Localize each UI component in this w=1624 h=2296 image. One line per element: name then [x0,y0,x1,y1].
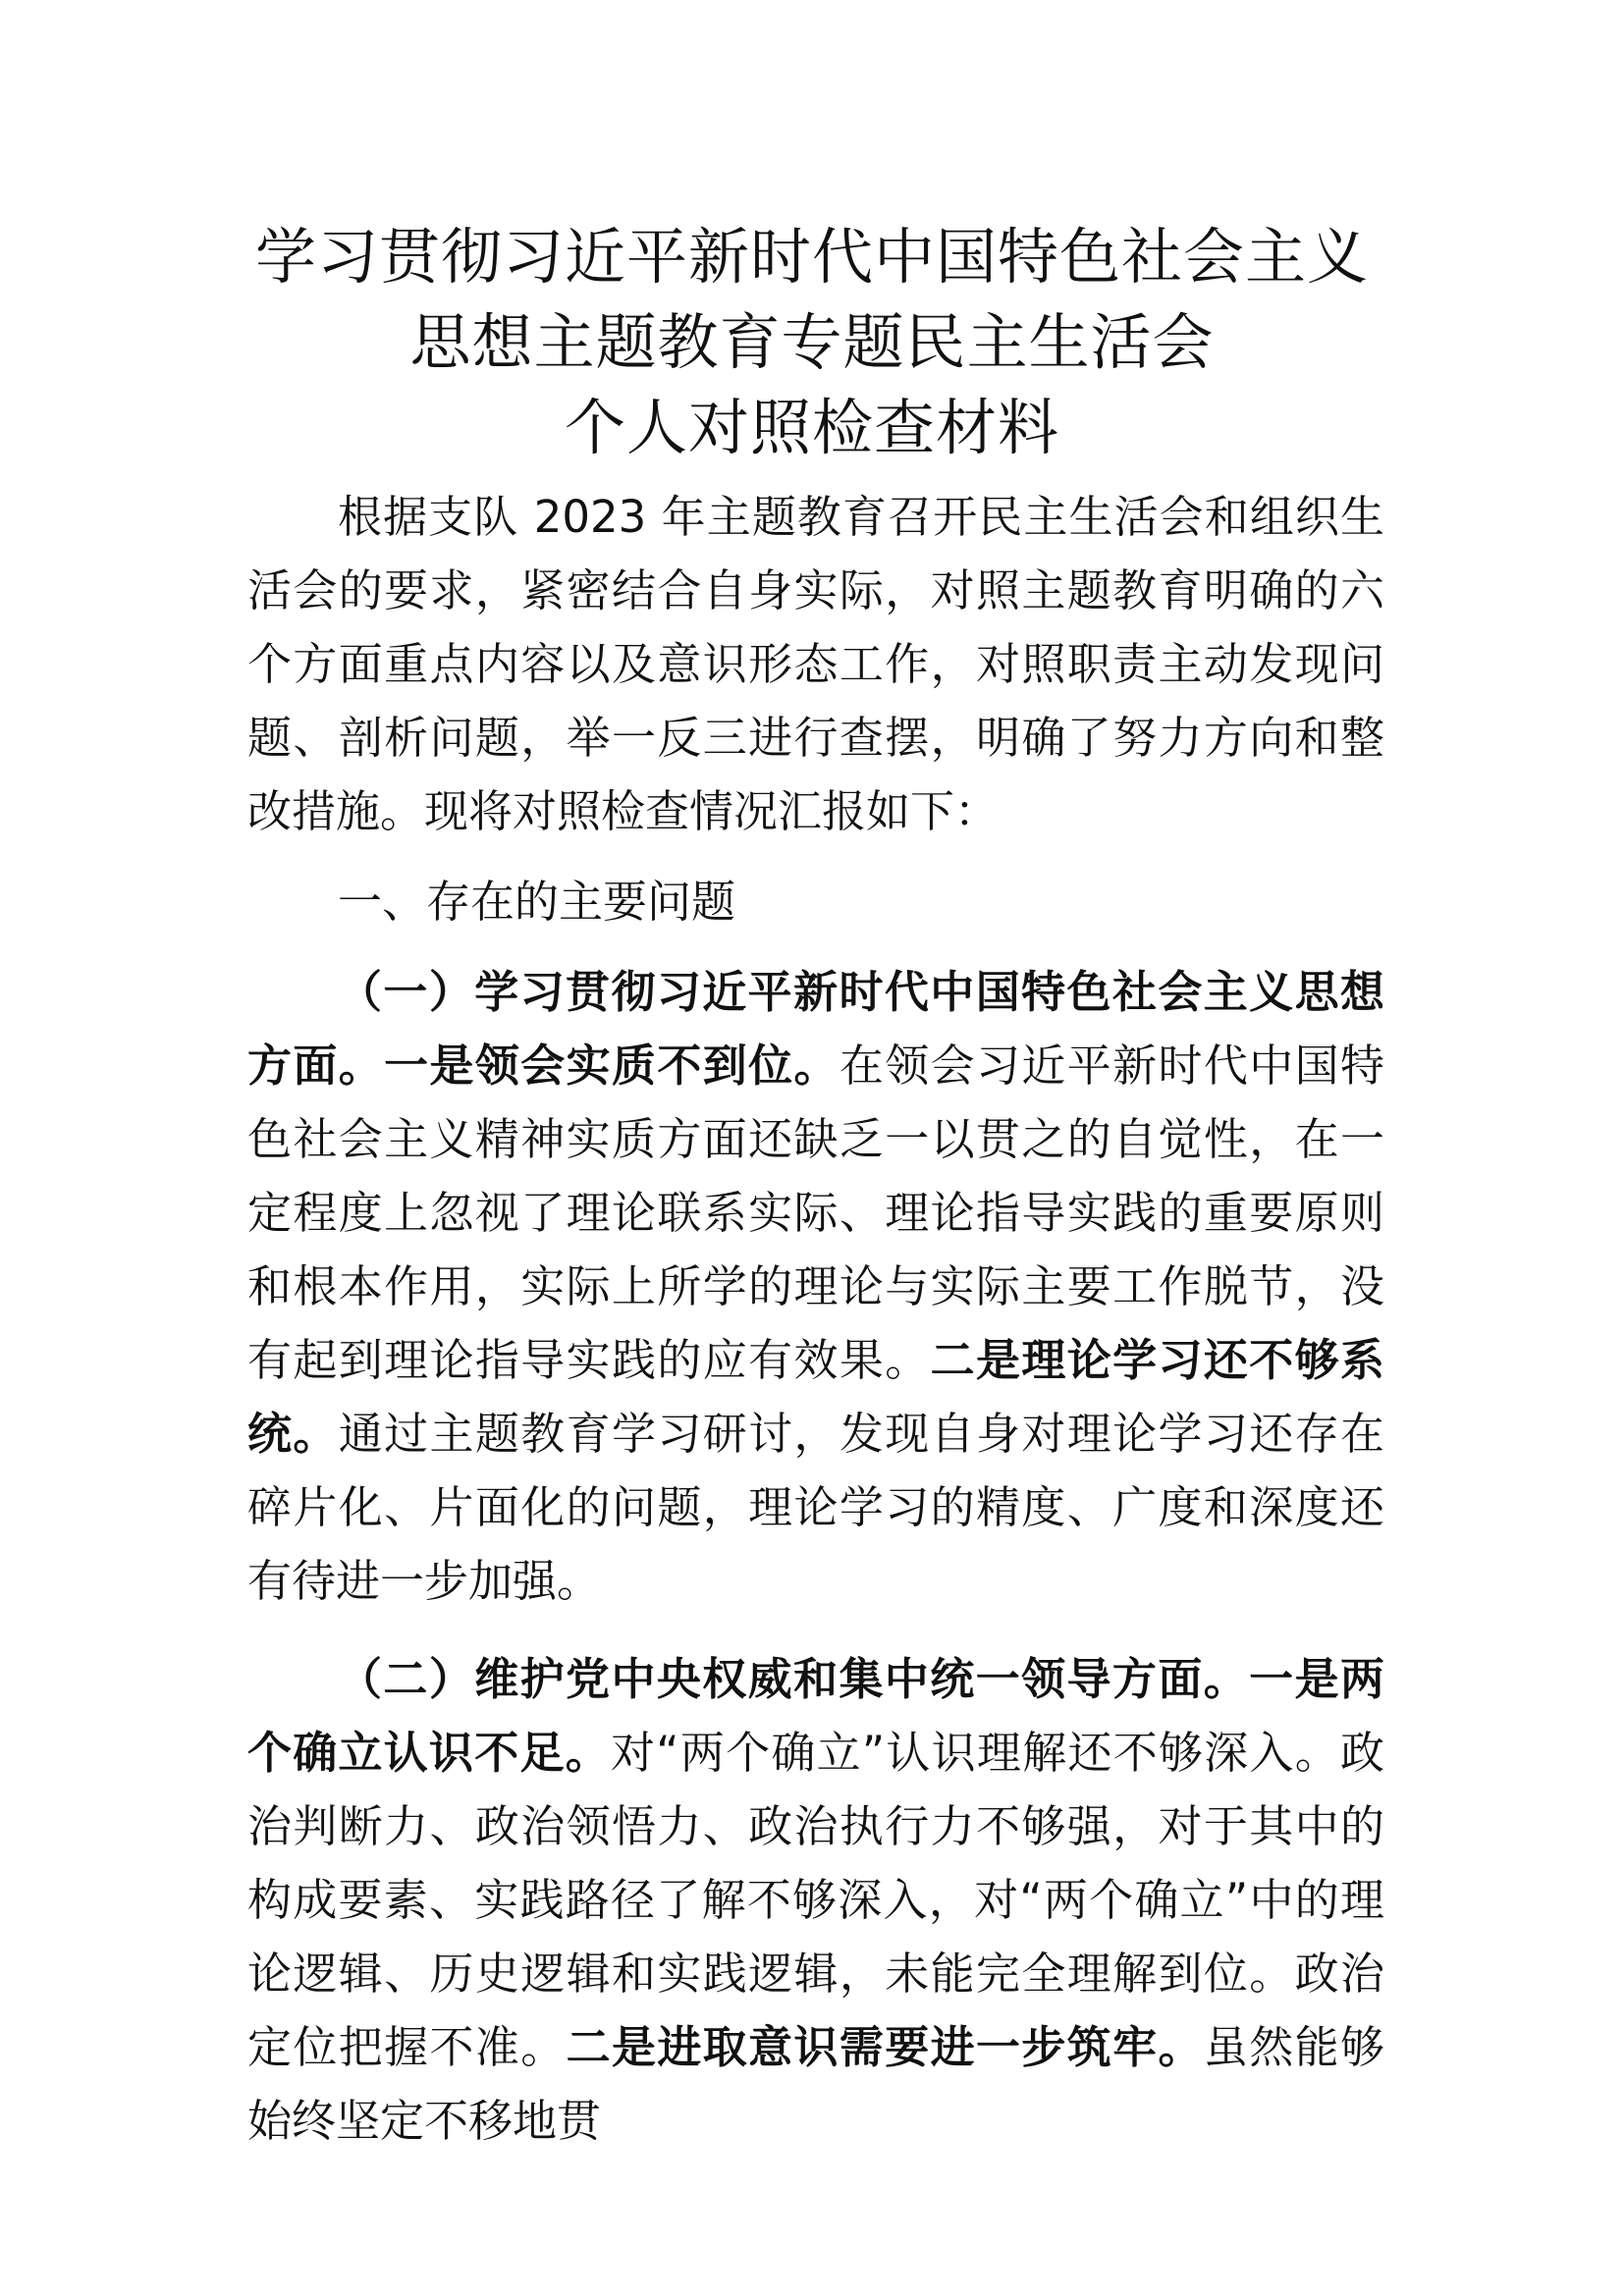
part-2-paragraph [247,1642,1384,2158]
part-1-heading: （一）学习贯彻习近平新时代中国特色社会主义思想方面。 [247,966,1384,1092]
part-1-point-1-label: 一是领会实质不到位。 [384,1040,839,1092]
part-2-point-1-label: 一是两个确立认识不足。 [247,1653,1384,1779]
part-2-point-2-label: 二是进取意识需要进一步筑牢。 [566,2021,1204,2073]
part-2-point-2-text: 虽然能够始终坚定不移地贯 [247,2021,1384,2147]
intro-paragraph: 根据支队 2023 年主题教育召开民主生活会和组织生活会的要求，紧密结合自身实际，对照主题教育明确的六个方面重点内容以及意识形态工作，对照职责主动发现问题、剖析问题，举一反三进行查摆，明确了努力方向和整改措施。现将对照检查情况汇报如下： [247,491,1384,837]
part-1-point-2-label: 二是理论学习还不够系统。 [247,1334,1384,1460]
title-line-2: 思想主题教育专题民主生活会 [409,306,1215,378]
title-line-3: 个人对照检查材料 [564,392,1059,463]
part-1-point-2-text: 通过主题教育学习研讨，发现自身对理论学习还存在碎片化、片面化的问题，理论学习的精度、广度和深度还有待进一步加强。 [247,1408,1384,1607]
document-body [247,480,1384,2158]
part-1-paragraph [247,955,1384,1618]
document-title [196,214,1428,470]
part-2-point-1-text: 对“两个确立”认识理解还不够深入。政治判断力、政治领悟力、政治执行力不够强，对于其中的构成要素、实践路径了解不够深入，对“两个确立”中的理论逻辑、历史逻辑和实践逻辑，未能完全理解到位。政治定位把握不准。 [247,1727,1384,2073]
title-line-1: 学习贯彻习近平新时代中国特色社会主义 [254,221,1369,293]
part-1-point-1-text: 在领会习近平新时代中国特色社会主义精神实质方面还缺乏一以贯之的自觉性，在一定程度上忽视了理论联系实际、理论指导实践的重要原则和根本作用，实际上所学的理论与实际主要工作脱节，没有起到理论指导实践的应有效果。 [247,1040,1384,1386]
part-2-heading: （二）维护党中央权威和集中统一领导方面。 [338,1653,1250,1705]
section-heading: 一、存在的主要问题 [338,876,736,928]
